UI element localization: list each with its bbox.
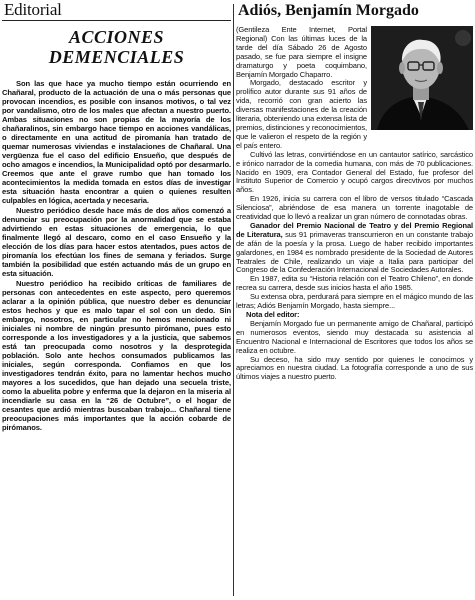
headline-line-1: ACCIONES [68, 27, 165, 47]
obituary-intro: (Gentileza Ente Internet, Portal Regional) Con las últimas luces de la tarde del día Sábado 26 de Agosto pasado, se fue para siempre el insigne dramaturgo y poeta coquimbano, Benjamín Morgado Chaparro. [236, 25, 367, 79]
award-bold-text: Ganador del Premio Nacional de Teatro y del Premio Regional de Literatura, [236, 220, 473, 239]
editorial-paragraph: Nuestro periódico ha recibido críticas de familiares de personas con antecedentes en este aspecto, pero queremos aclarar a la opinión pública, que nuestro deber es denunciar estos hechos y que es malo tapar el sol con un dedo. Sin embargo, nosotros, en particular no hemos mencionado ni iniciales ni nombre de ningún presunto pirómano, pues esto corresponde a los investigadores y a la justicia, que sabemos está tan preocupada como nosotros y la desprotegida población. Solo ante hechos consumados publicamos las iniciales, según corresponda. Confiamos en que los investigadores tendrán éxito, para no lamentar hechos mucho mayores a los sucedidos, que han dejado una secuela triste, como la abuelita pobre y enferma que la dejaron en la miseria al incendiarle su casa en la “26 de Octubre”, o el hogar de cesantes que ardió mientras buscaban trabajo... Chañaral tiene preocupaciones más importantes que la acción cobarde de pirómanos. [2, 279, 231, 432]
section-label: Editorial [4, 0, 62, 19]
obituary-column [236, 0, 473, 600]
obituary-paragraph: En 1987, edita su “Historia relación con el Teatro Chileno”, en donde recrea su carrera, desde sus inicios hasta el año 1985. [236, 274, 473, 293]
headline-line-2: DEMENCIALES [48, 47, 185, 67]
column-divider [233, 4, 234, 596]
editorial-paragraph: Son las que hace ya mucho tiempo están ocurriendo en Chañaral, producto de la actuación de una o más personas que provocan incendios, es posible con insanos motivos, o tal vez por vandalismo, otro de los males que afectan a nuestro puerto. Ambas situaciones no son propias de la mayoría de los chañaralinos, sin embargo hace tiempo en acciones vandálicas, o directamente en una actitud de piromanía han tratado de quemar numerosas viviendas e instalaciones de Chañaral. Una vergüenza fue el caso del edificio Ensueño, que después de ocho amagos e incendios, la Municipalidad optó por desarmarlo. Creemos que ante el grave rumbo que han tomado los acontecimientos la medida tomada en estos días de investigar esta situación hasta encontrar a quien o quienes resulten culpables en lógica, acertada y necesaria. [2, 79, 231, 205]
editorial-paragraph: Nuestro periódico desde hace más de dos años comenzó a denunciar su preocupación por la anormalidad que se estaba advirtiendo en estas situaciones de emergencia, lo que finalmente llegó al descaro, como en el caso Ensueño y la elección de los días para hacer estos atentados, pues actos de piromanía los efectúan los fines de semana y feriados. Surge también la posibilidad que estén actuando más de un grupo en esta situación. [2, 206, 231, 278]
editorial-column [2, 0, 231, 600]
obituary-paragraph: Su extensa obra, perdurará para siempre en el mágico mundo de las letras; Adiós Benjamín Morgado, hasta siempre... [236, 292, 473, 311]
obituary-paragraph: En 1926, inicia su carrera con el libro de versos titulado “Cascada Silenciosa”, abriéndose de esa manera un torrente inagotable de creatividad que lo llevó a realizar un gran número de connotadas obras. [236, 194, 473, 222]
obituary-award-paragraph [236, 222, 473, 275]
obituary-paragraph: Cultivó las letras, convirtiéndose en un cantautor satírico, sarcástico e irónico narrador de la comedia humana, con más de 70 publicaciones. Nacido en 1909, era Contador General del Estado, fue profesor del Instituto Superior de Comercio y ocupó cargos direcvtivos por muchos años. [236, 149, 473, 195]
editor-note-label: Nota del editor: [246, 310, 300, 319]
portrait-photo [371, 26, 473, 130]
award-rest-text: sus 91 primaveras transcurrieron en un constante trabajo de afán de la poesía y la prosa. Luego de haber recibido importantes galardones, en 1984 es nombrado presidente de la Sociedad de Autores Teatrales de Chile, realizando un viaje a Italia para participar del Congreso de la Confederación Internacional de Sociedades Autorales. [236, 229, 473, 275]
section-divider [2, 20, 231, 21]
obituary-body [236, 26, 473, 382]
editorial-headline [2, 27, 231, 67]
portrait-image [371, 26, 473, 130]
editorial-body [2, 79, 231, 432]
editor-note-paragraph: Su deceso, ha sido muy sentido por quienes le conocimos y apreciamos en nuestra ciudad. La fotografía corresponde a uno de sus últimos viajes a nuestro puerto. [236, 354, 473, 382]
article-title: Adiós, Benjamín Morgado [238, 2, 419, 19]
obituary-paragraph: Morgado, destacado escritor y prolífico autor durante sus 91 años de vida, recorrió con gran acierto las diversas manifestaciones de la creación literaria, obteniendo una extensa lista de premios, distinciones y reconocimientos, que le valieron el respeto de la región y el país entero. [236, 78, 367, 150]
editor-note-paragraph: Benjamín Morgado fue un permanente amigo de Chañaral, participó en numerosos eventos, siendo muy destacada su asistencia al Encuentro Nacional e Internacional de Escritores que todos los años se realiza en octubre. [236, 318, 473, 355]
